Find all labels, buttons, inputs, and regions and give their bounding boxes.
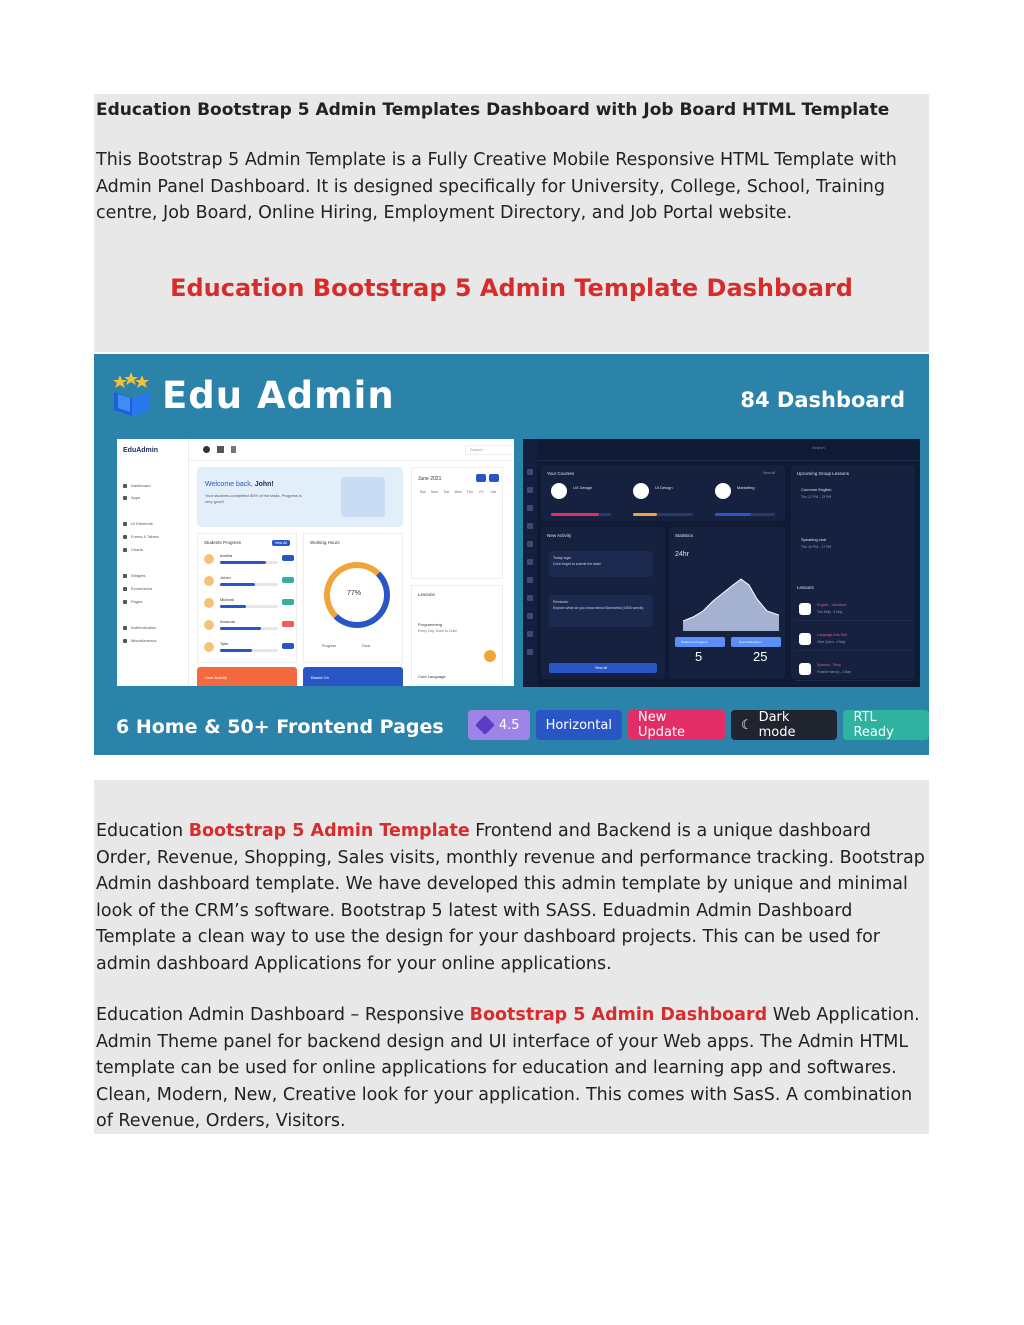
intro-paragraph: This Bootstrap 5 Admin Template is a Fully Creative Mobile Responsive HTML Template with Admin Panel Dashboard. It is designed specifically for University, College, School, Training centre, Job Board, Online Hiring, Employment Directory, and Job Portal website. [96, 150, 897, 223]
course-item[interactable]: Marketing [711, 479, 787, 519]
grid-icon[interactable] [217, 446, 224, 453]
lesson-item[interactable]: English - Literature Tom Kelly - 4 May [795, 597, 913, 621]
feature-badges [468, 710, 929, 740]
page-heading: Education Bootstrap 5 Admin Templates Dashboard with Job Board HTML Template [96, 100, 890, 120]
light-nav-item[interactable]: Charts [123, 547, 183, 552]
dark-dashboard-preview [523, 439, 920, 687]
product-banner [94, 354, 929, 755]
calendar-title: June 2021 [418, 476, 442, 482]
light-nav-item[interactable]: UI Elements [123, 521, 183, 526]
course-item[interactable]: UI Design [629, 479, 705, 519]
course-item[interactable]: UX Design [547, 479, 623, 519]
calendar [411, 467, 503, 579]
lesson-title: Programming [418, 622, 443, 627]
activity-item: Reminder Explain what do you know about Biomatrial (1500 words) [549, 595, 653, 627]
view-all-button[interactable]: View All [272, 540, 290, 546]
light-nav-item[interactable]: Miscellaneous [123, 638, 183, 643]
team-discussion-button[interactable]: Team Discussion [731, 637, 781, 647]
book-stars-icon [110, 372, 156, 418]
activity-item: Today login Dont forget to submit the task! [549, 551, 653, 577]
student-in-progress-button[interactable]: Student in Progress [675, 637, 725, 647]
light-nav-item[interactable]: Dashboard [123, 483, 183, 488]
rating-badge: 4.5 [468, 710, 530, 740]
lesson-time: Every Day 10am to 11am [418, 629, 458, 633]
card-title: Lessons [418, 592, 435, 597]
light-search-input[interactable]: Search [465, 445, 514, 455]
highlight-link[interactable]: Bootstrap 5 Admin Dashboard [469, 1005, 768, 1025]
illustration-image [341, 477, 385, 517]
statistics-card: Statistics 24hr Student in Progress Team Discussion [669, 527, 785, 679]
student-row: Micheal [204, 596, 294, 612]
view-all-button[interactable]: View all [549, 663, 657, 673]
calendar-next-button[interactable] [489, 474, 499, 482]
description-paragraph-2: Education Admin Dashboard – Responsive Bootstrap 5 Admin Dashboard Web Application. Admin Theme panel for backend design and UI interface of your Web apps. The Admin HTML template can be used for online applications for education and learning app and softwares. Clean, Modern, New, Creative look for your application. This comes with SasS. A combination of Revenue, Orders, Visitors. [96, 1005, 920, 1131]
student-row: Johen [204, 574, 294, 590]
lessons-card [411, 585, 503, 685]
calendar-grid: Sun Mon Tue Wed Thu Fri Sat [419, 490, 496, 494]
dashboard-count: 84 Dashboard [740, 388, 905, 412]
pages-count: 6 Home & 50+ Frontend Pages [116, 716, 444, 738]
student-row: Amanda [204, 618, 294, 634]
cube-icon [475, 715, 495, 735]
stat-value: 5 [695, 649, 703, 664]
lesson-title: Core Language [418, 674, 446, 679]
light-nav-item[interactable]: Forms & Tables [123, 534, 183, 539]
light-dashboard-preview [117, 439, 514, 686]
light-nav-item[interactable]: Apps [123, 495, 183, 500]
light-nav-item[interactable]: Ecommerce [123, 586, 183, 591]
welcome-title: Welcome back, John! [205, 481, 274, 488]
light-sidebar [117, 439, 189, 686]
logo [110, 372, 395, 418]
light-brand: EduAdmin [123, 447, 158, 454]
dark-search-input[interactable]: Search [812, 445, 825, 450]
student-row: Amelia [204, 552, 294, 568]
stat-value: 25 [753, 649, 768, 664]
highlight-link[interactable]: Bootstrap 5 Admin Template [188, 821, 470, 841]
statistics-area-chart [683, 571, 779, 631]
students-progress-card [197, 533, 297, 663]
working-hours-card [303, 533, 403, 663]
legend-done: Done [362, 644, 371, 648]
battery-icon [231, 446, 236, 453]
lesson-item[interactable]: Language Arts Test Olive Quinn - 4 May [795, 627, 913, 651]
light-nav-item[interactable]: Widgets [123, 573, 183, 578]
calendar-prev-button[interactable] [476, 474, 486, 482]
dark-mode-badge: ☾ Dark mode [731, 710, 838, 740]
card-title: Students Progress [204, 540, 242, 545]
upcoming-lessons-card: Upcoming Group Lessons Common English Thu 12 PM - 13 PM Speaking club Thu 16 PM - 17 PM Lessons [791, 465, 915, 679]
dark-topbar [537, 439, 920, 461]
welcome-subtitle: Your students completed 80% of the tasks. Progress is very good! [205, 493, 302, 504]
card-title: Working Hours [310, 540, 340, 545]
moon-icon: ☾ [740, 717, 753, 733]
logo-text: Edu Admin [162, 373, 395, 417]
rtl-badge: RTL Ready [843, 710, 929, 740]
user-icon[interactable] [203, 446, 210, 453]
based-on-card: Based On [303, 667, 403, 686]
new-update-badge: New Update [628, 710, 725, 740]
lesson-item[interactable]: Spanish - Story Franklin Harvey - 2 May [795, 657, 913, 681]
your-courses-card: Your Courses View All UX Design UI Design Marketing [541, 465, 785, 521]
welcome-card [197, 467, 403, 527]
light-nav-item[interactable]: Pages [123, 599, 183, 604]
dark-sidebar [523, 439, 537, 687]
description-paragraph-1: Education Bootstrap 5 Admin Template Frontend and Backend is a unique dashboard Order, Revenue, Shopping, Sales visits, monthly revenue and performance tracking. Bootstrap Admin dashboard template. We have developed this admin template by unique and minimal look of the CRM’s software. Bootstrap 5 latest with SASS. Eduadmin Admin Dashboard Template a clean way to use the design for your dashboard projects. This can be used for admin dashboard Applications for your online applications. [96, 821, 925, 974]
new-activity-card: New Activity Today login Dont forget to submit the task! Reminder Explain what do you know about Biomatrial (1500 words) View all [541, 527, 665, 679]
legend-progress: Progress [322, 644, 337, 648]
play-button[interactable] [484, 650, 496, 662]
student-row: Tyler [204, 640, 294, 656]
light-nav-item[interactable]: Authentication [123, 625, 183, 630]
user-activity-card: User Activity [197, 667, 297, 686]
light-topbar [189, 439, 514, 461]
working-hours-percent: 77% [347, 590, 362, 597]
section-title: Education Bootstrap 5 Admin Template Dashboard [170, 274, 853, 302]
horizontal-badge: Horizontal [536, 710, 622, 740]
